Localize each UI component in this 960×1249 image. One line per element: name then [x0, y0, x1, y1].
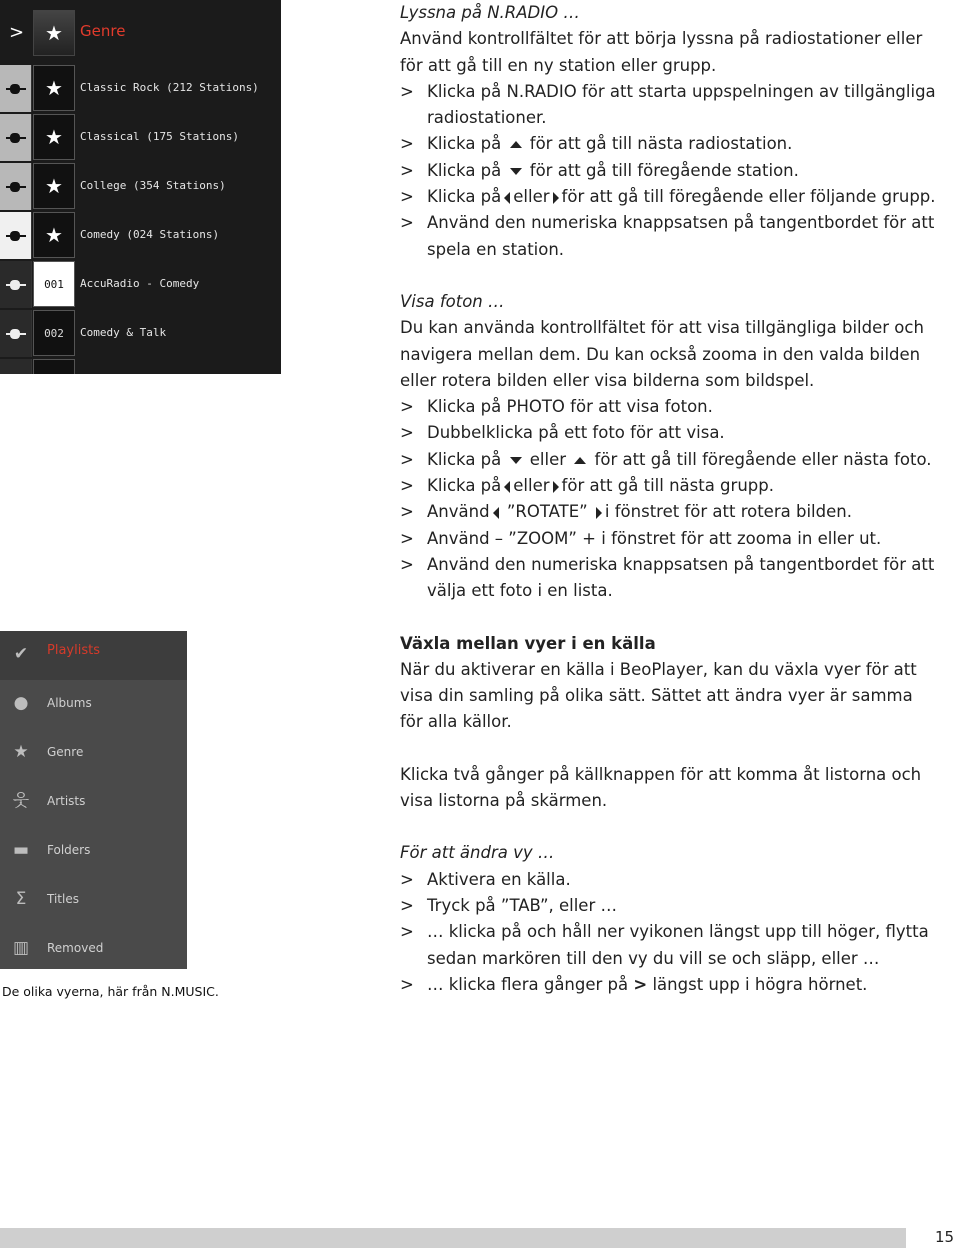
view-label: Playlists — [47, 643, 100, 658]
genre-header[interactable] — [0, 10, 281, 59]
footer-bar — [0, 1228, 906, 1248]
view-label: Titles — [47, 892, 79, 906]
view-label: Albums — [47, 696, 92, 710]
star-icon: ★ — [33, 65, 75, 111]
star-icon: ★ — [33, 10, 75, 56]
genre-label: Genre — [80, 22, 126, 40]
person-icon: 웃 — [12, 791, 30, 811]
arrow-down-icon — [510, 457, 522, 464]
bullet: > Klicka på eller för att gå till föregående eller nästa foto. — [400, 447, 940, 473]
bullet: > Klicka på eller för att gå till föregående eller följande grupp. — [400, 184, 940, 210]
bullet: > Dubbelklicka på ett foto för att visa. — [400, 420, 940, 446]
arrow-right-icon — [553, 481, 559, 493]
plug-icon — [0, 163, 32, 210]
bullet: > … klicka flera gånger på > längst upp i högra hörnet. — [400, 972, 940, 998]
view-item-albums[interactable] — [0, 680, 187, 729]
bullet: > Tryck på ”TAB”, eller … — [400, 893, 940, 919]
list-item — [0, 359, 281, 374]
arrow-left-icon — [504, 192, 510, 204]
view-item-titles[interactable] — [0, 876, 187, 925]
bullet: > Klicka på för att gå till föregående station. — [400, 158, 940, 184]
list-item[interactable] — [0, 212, 281, 261]
plug-icon — [0, 212, 32, 259]
paragraph: Klicka två gånger på källknappen för att komma åt listorna och visa listorna på skärmen. — [400, 764, 922, 811]
bullet: > Använd – ”ZOOM” + i fönstret för att zooma in eller ut. — [400, 526, 940, 552]
bullet: > Klicka på N.RADIO för att starta uppspelningen av tillgängliga radiostationer. — [400, 79, 940, 132]
bullet: > Klicka på eller för att gå till nästa grupp. — [400, 473, 940, 499]
bullet: > Aktivera en källa. — [400, 867, 940, 893]
star-icon: ★ — [33, 163, 75, 209]
arrow-left-icon — [493, 507, 499, 519]
radio-screenshot — [0, 0, 281, 374]
view-item-genre[interactable] — [0, 729, 187, 778]
view-item-playlists[interactable] — [0, 631, 187, 680]
plug-icon — [0, 65, 32, 112]
section-heading: Växla mellan vyer i en källa — [400, 633, 656, 653]
plug-icon — [0, 359, 32, 374]
view-label: Removed — [47, 941, 104, 955]
view-label: Artists — [47, 794, 86, 808]
arrow-down-icon — [510, 168, 522, 175]
station-group-label: Classic Rock (212 Stations) — [80, 81, 259, 94]
bullet: > Klicka på för att gå till nästa radiostation. — [400, 131, 940, 157]
star-icon: ★ — [33, 212, 75, 258]
checkmark-icon: ✔ — [13, 644, 29, 664]
arrow-right-icon — [596, 507, 602, 519]
folder-icon: ▬ — [12, 840, 30, 860]
bullet: > Använd ”ROTATE” i fönstret för att rotera bilden. — [400, 499, 940, 525]
disc-icon: ● — [13, 693, 29, 713]
arrow-right-icon — [553, 192, 559, 204]
list-item[interactable] — [0, 310, 281, 359]
section-heading: Visa foton … — [400, 291, 505, 311]
station-label: Comedy & Talk — [80, 326, 167, 339]
star-icon: ★ — [13, 742, 29, 762]
figure-caption: De olika vyerna, här från N.MUSIC. — [2, 984, 219, 999]
view-item-artists[interactable] — [0, 778, 187, 827]
station-number: 002 — [33, 310, 75, 356]
station-group-label: Comedy (024 Stations) — [80, 228, 220, 241]
bullet: > Använd den numeriska knappsatsen på tangentbordet för att välja ett foto i en lista. — [400, 552, 940, 605]
station-number: 001 — [33, 261, 75, 307]
station-label: AccuRadio - Comedy — [80, 277, 200, 290]
star-icon: ★ — [33, 114, 75, 160]
arrow-left-icon — [504, 481, 510, 493]
plug-icon — [0, 114, 32, 161]
view-item-folders[interactable] — [0, 827, 187, 876]
view-label: Genre — [47, 745, 84, 759]
section-heading: För att ändra vy … — [400, 843, 555, 863]
paragraph: Du kan använda kontrollfältet för att visa tillgängliga bilder och navigera mellan dem. Du kan också zooma in den valda bilden eller rotera bilden eller visa bilderna som bildspel. — [400, 318, 924, 390]
music-views-screenshot — [0, 631, 187, 969]
list-item[interactable] — [0, 114, 281, 163]
plug-icon — [0, 261, 32, 308]
trash-icon: ▥ — [12, 938, 30, 958]
list-item[interactable] — [0, 65, 281, 114]
chevron-right-icon: > — [633, 974, 648, 994]
bullet: > … klicka på och håll ner vyikonen längst upp till höger, flytta sedan markören till den vy du vill se och släpp, eller … — [400, 919, 940, 972]
plug-icon — [0, 310, 32, 357]
chevron-right-icon: > — [9, 22, 25, 43]
view-item-removed[interactable] — [0, 925, 187, 969]
view-label: Folders — [47, 843, 91, 857]
station-group-label: College (354 Stations) — [80, 179, 226, 192]
station-number — [33, 359, 75, 374]
manual-text — [400, 0, 940, 998]
list-item[interactable] — [0, 163, 281, 212]
arrow-up-icon — [574, 457, 586, 464]
station-group-label: Classical (175 Stations) — [80, 130, 239, 143]
paragraph: När du aktiverar en källa i BeoPlayer, kan du växla vyer för att visa din samling på olika sätt. Sättet att ändra vyer är samma för alla källor. — [400, 659, 917, 732]
section-heading: Lyssna på N.RADIO … — [400, 3, 580, 22]
bullet: > Klicka på PHOTO för att visa foton. — [400, 394, 940, 420]
sigma-icon: Σ — [15, 889, 27, 909]
bullet: > Använd den numeriska knappsatsen på tangentbordet för att spela en station. — [400, 210, 940, 263]
list-item[interactable] — [0, 261, 281, 310]
arrow-up-icon — [510, 141, 522, 148]
paragraph: Använd kontrollfältet för att börja lyssna på radiostationer eller för att gå till en ny station eller grupp. — [400, 29, 923, 75]
page-number: 15 — [935, 1228, 955, 1246]
